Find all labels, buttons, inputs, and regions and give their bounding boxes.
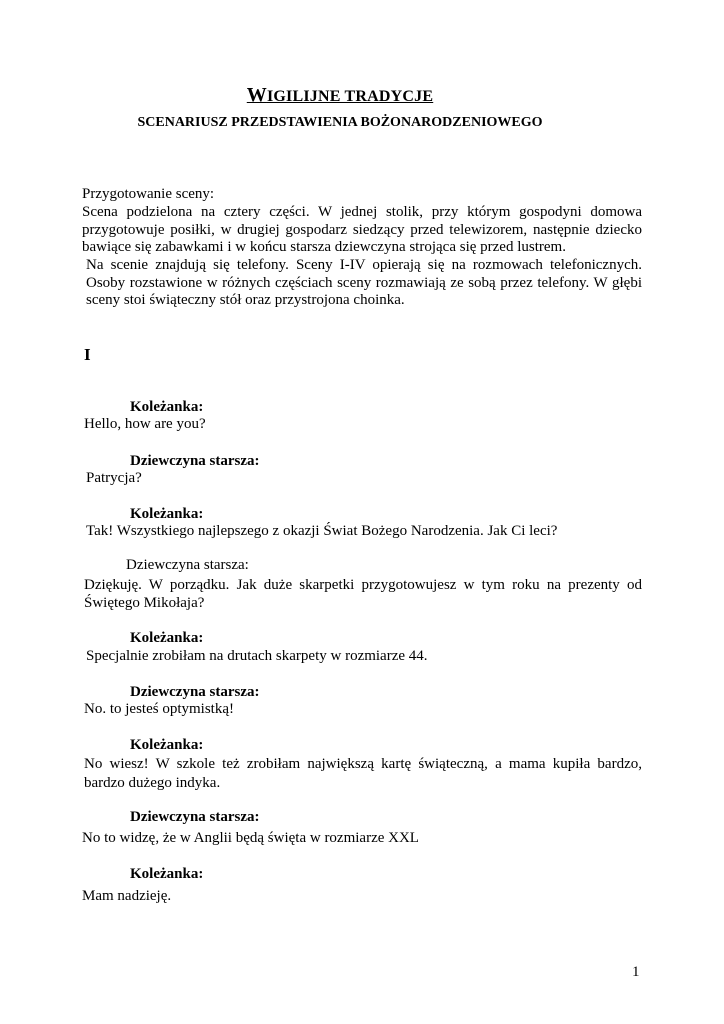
dialogue-line: Specjalnie zrobiłam na drutach skarpety w rozmiarze 44.: [86, 648, 428, 664]
dialogue-line: Patrycja?: [86, 470, 142, 486]
speaker-label: Koleżanka:: [130, 866, 204, 882]
document-title: WIGILIJNE TRADYCJE: [246, 84, 434, 106]
dialogue-line: No wiesz! W szkole też zrobiłam największą kartę świąteczną, a mama kupiła bardzo, bardzo dużego indyka.: [84, 756, 642, 791]
intro-heading: Przygotowanie sceny:: [82, 186, 215, 202]
dialogue-line: No to widzę, że w Anglii będą święta w rozmiarze XXL: [82, 830, 419, 846]
dialogue-line: Tak! Wszystkiego najlepszego z okazji Świat Bożego Narodzenia. Jak Ci leci?: [86, 523, 558, 539]
dialogue-line: Hello, how are you?: [84, 416, 206, 432]
dialogue-line: No. to jesteś optymistką!: [84, 701, 234, 717]
speaker-label: Dziewczyna starsza:: [130, 453, 260, 469]
speaker-label: Dziewczyna starsza:: [126, 557, 249, 573]
document-subtitle: SCENARIUSZ PRZEDSTAWIENIA BOŻONARODZENIOWEGO: [137, 115, 543, 130]
intro-paragraph-2: Na scenie znajdują się telefony. Sceny I-IV opierają się na rozmowach telefonicznych. Osoby rozstawione w różnych częściach sceny rozmawiają ze sobą przez telefony. W głębi sceny stoi świąteczny stół oraz przystrojona choinka.: [86, 257, 642, 308]
intro-paragraph-1: Scena podzielona na cztery części. W jednej stolik, przy którym gospodyni domowa przygotowuje posiłki, w drugiej gospodarz siedzący przed telewizorem, następnie dziecko bawiące się zabawkami i w końcu starsza dziewczyna strojąca się przed lustrem.: [82, 204, 642, 255]
speaker-label: Dziewczyna starsza:: [130, 809, 260, 825]
speaker-label: Koleżanka:: [130, 630, 204, 646]
speaker-label: Koleżanka:: [130, 399, 204, 415]
speaker-label: Dziewczyna starsza:: [130, 684, 260, 700]
dialogue-line: Mam nadzieję.: [82, 888, 172, 904]
page-number: 1: [632, 964, 640, 980]
speaker-label: Koleżanka:: [130, 506, 204, 522]
speaker-label: Koleżanka:: [130, 737, 204, 753]
dialogue-line: Dziękuję. W porządku. Jak duże skarpetki przygotowujesz w tym roku na prezenty od Świętego Mikołaja?: [84, 577, 642, 611]
scene-number: I: [84, 345, 91, 364]
